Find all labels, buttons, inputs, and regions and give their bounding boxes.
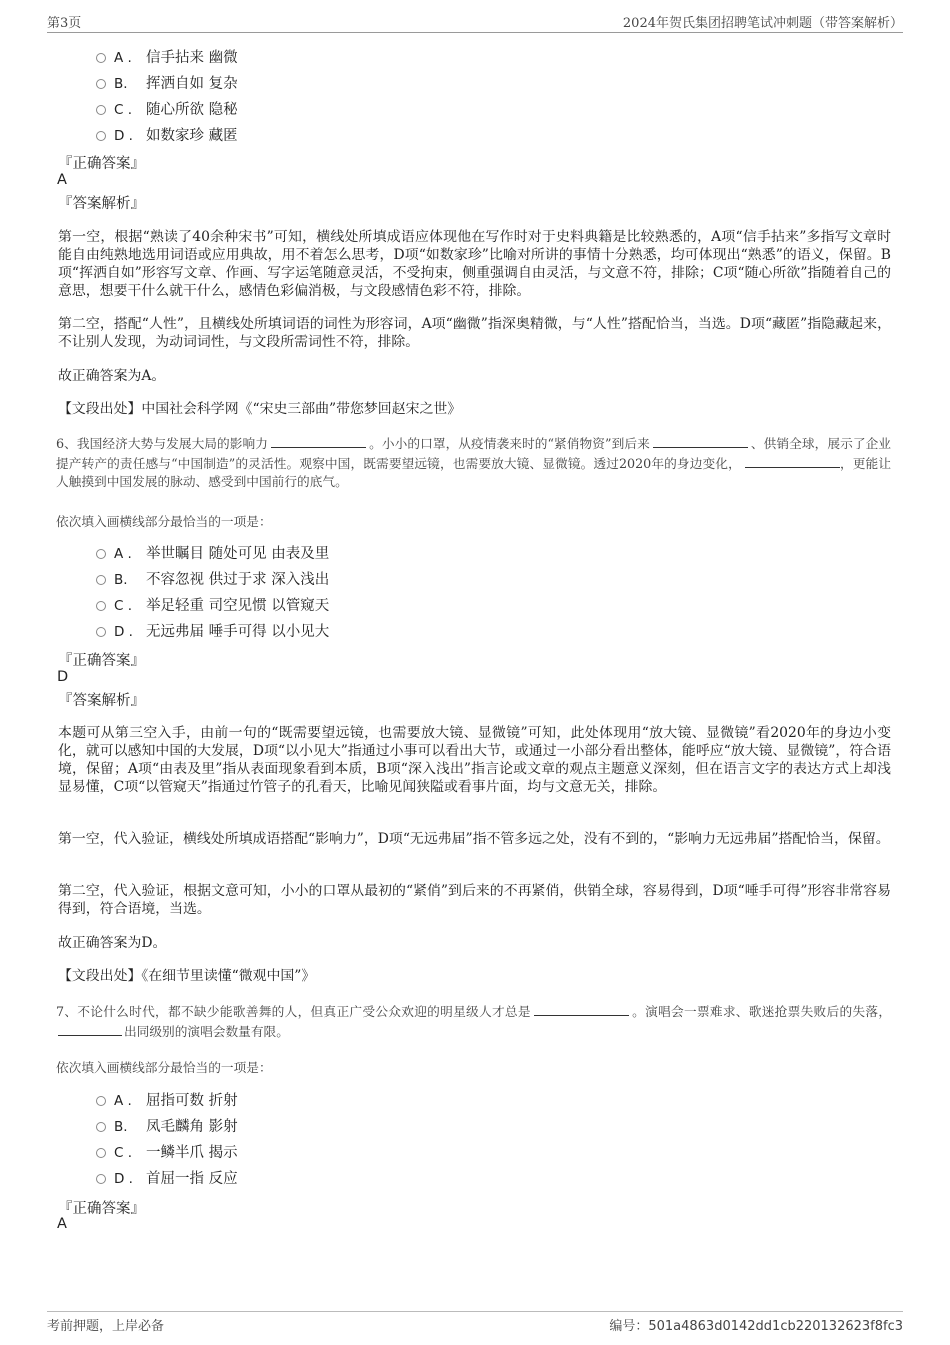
correct-answer: A xyxy=(57,1216,67,1232)
radio-icon[interactable] xyxy=(96,131,106,141)
q6-options xyxy=(96,541,329,645)
option-a[interactable]: A . 屈指可数 折射 xyxy=(96,1088,238,1114)
source-citation: 【文段出处】中国社会科学网《“宋史三部曲”带您梦回赵宋之世》 xyxy=(58,401,462,417)
page-number: 第3页 xyxy=(47,16,82,31)
radio-icon[interactable] xyxy=(96,575,106,585)
option-d[interactable]: D . 无远弗届 唾手可得 以小见大 xyxy=(96,619,329,645)
analysis-paragraph: 第一空，根据“熟读了40余种宋书”可知，横线处所填成语应体现他在写作时对于史料典籍是比较熟悉的，A项“信手拈来”多指写文章时能自由纯熟地选用词语或应用典故，用不着怎么思考，D项“如数家珍”比喻对所讲的事情十分熟悉，均可体现出“熟悉”的语义，保留。B项“挥洒自如”形容写文章、作画、写字运笔随意灵活，不受拘束，侧重强调自由灵活，与文意不符，排除；C项“随心所欲”指随着自己的意思，想要干什么就干什么，感情色彩偏消极，与文段感情色彩不符，排除。 xyxy=(58,229,891,299)
radio-icon[interactable] xyxy=(96,53,106,63)
radio-icon[interactable] xyxy=(96,627,106,637)
blank-line xyxy=(534,1002,629,1016)
option-d[interactable]: D . 首屈一指 反应 xyxy=(96,1166,238,1192)
document-code: 编号：501a4863d0142dd1cb220132623f8fc3 xyxy=(609,1319,903,1334)
correct-answer-label: 『正确答案』 xyxy=(58,156,145,172)
analysis-label: 『答案解析』 xyxy=(58,693,145,709)
blank-line xyxy=(271,434,366,448)
option-c[interactable]: C . 一鳞半爪 揭示 xyxy=(96,1140,238,1166)
blank-line xyxy=(58,1022,122,1036)
option-a[interactable]: A . 信手拈来 幽微 xyxy=(96,45,238,71)
analysis-paragraph: 第二空，搭配“人性”，且横线处所填词语的词性为形容词，A项“幽微”指深奥精微，与“人性”搭配恰当，当选。D项“藏匿”指隐藏起来，不让别人发现，为动词词性，与文段所需词性不符，排除。 xyxy=(58,316,891,350)
option-b[interactable]: B. 凤毛麟角 影射 xyxy=(96,1114,238,1140)
option-b[interactable]: B. 挥洒自如 复杂 xyxy=(96,71,238,97)
q5-options xyxy=(96,45,238,149)
analysis-paragraph: 第一空，代入验证，横线处所填成语搭配“影响力”，D项“无远弗届”指不管多远之处，没有不到的，“影响力无远弗届”搭配恰当，保留。 xyxy=(58,831,890,847)
question-stem: 7、不论什么时代，都不缺少能歌善舞的人，但真正广受公众欢迎的明星级人才总是 。演唱会一票难求、歌迷抢票失败后的失落，出同级别的演唱会数量有限。 xyxy=(56,1004,892,1039)
analysis-conclusion: 故正确答案为D。 xyxy=(58,935,167,951)
instruction: 依次填入画横线部分最恰当的一项是： xyxy=(56,514,272,529)
page-footer xyxy=(47,1311,903,1334)
blank-line xyxy=(653,434,748,448)
radio-icon[interactable] xyxy=(96,1122,106,1132)
correct-answer: A xyxy=(57,172,67,188)
analysis-paragraph: 第二空，代入验证，根据文意可知，小小的口罩从最初的“紧俏”到后来的不再紧俏，供销全球，容易得到，D项“唾手可得”形容非常容易得到，符合语境，当选。 xyxy=(58,883,891,917)
correct-answer-label: 『正确答案』 xyxy=(58,653,145,669)
radio-icon[interactable] xyxy=(96,549,106,559)
option-a[interactable]: A . 举世瞩目 随处可见 由表及里 xyxy=(96,541,329,567)
footer-slogan: 考前押题，上岸必备 xyxy=(47,1319,165,1334)
option-b[interactable]: B. 不容忽视 供过于求 深入浅出 xyxy=(96,567,329,593)
radio-icon[interactable] xyxy=(96,79,106,89)
page-header xyxy=(47,12,903,33)
document-title: 2024年贺氏集团招聘笔试冲刺题（带答案解析） xyxy=(622,16,903,31)
question-stem: 6、我国经济大势与发展大局的影响力 。小小的口罩，从疫情袭来时的“紧俏物资”到后来 、供销全球，展示了企业提产转产的责任感与“中国制造”的灵活性。观察中国，既需要望远镜，也需要放大镜、显微镜。透过2020年的身边变化， ，更能让人触摸到中国发展的脉动、感受到中国前行的底气。 xyxy=(56,436,892,489)
correct-answer: D xyxy=(57,669,69,685)
blank-line xyxy=(745,454,840,468)
q7-options xyxy=(96,1088,238,1192)
radio-icon[interactable] xyxy=(96,1096,106,1106)
analysis-conclusion: 故正确答案为A。 xyxy=(58,368,166,384)
radio-icon[interactable] xyxy=(96,1174,106,1184)
option-c[interactable]: C . 随心所欲 隐秘 xyxy=(96,97,238,123)
radio-icon[interactable] xyxy=(96,601,106,611)
source-citation: 【文段出处】《在细节里读懂“微观中国”》 xyxy=(58,968,316,984)
analysis-label: 『答案解析』 xyxy=(58,196,145,212)
radio-icon[interactable] xyxy=(96,105,106,115)
option-c[interactable]: C . 举足轻重 司空见惯 以管窥天 xyxy=(96,593,329,619)
instruction: 依次填入画横线部分最恰当的一项是： xyxy=(56,1060,272,1075)
analysis-paragraph: 本题可从第三空入手，由前一句的“既需要望远镜，也需要放大镜、显微镜”可知，此处体现用“放大镜、显微镜”看2020年的身边小变化，就可以感知中国的大发展，D项“以小见大”指通过小事可以看出大节，或通过一小部分看出整体，能呼应“放大镜、显微镜”，符合语境，保留；A项“由表及里”指从表面现象看到本质，B项“深入浅出”指言论或文章的观点主题意义深刻，但在语言文字的表达方式上却浅显易懂，C项“以管窥天”指通过竹管子的孔看天，比喻见闻狭隘或看事片面，均与文意无关，排除。 xyxy=(58,725,891,795)
correct-answer-label: 『正确答案』 xyxy=(58,1201,145,1217)
radio-icon[interactable] xyxy=(96,1148,106,1158)
option-d[interactable]: D . 如数家珍 藏匿 xyxy=(96,123,238,149)
